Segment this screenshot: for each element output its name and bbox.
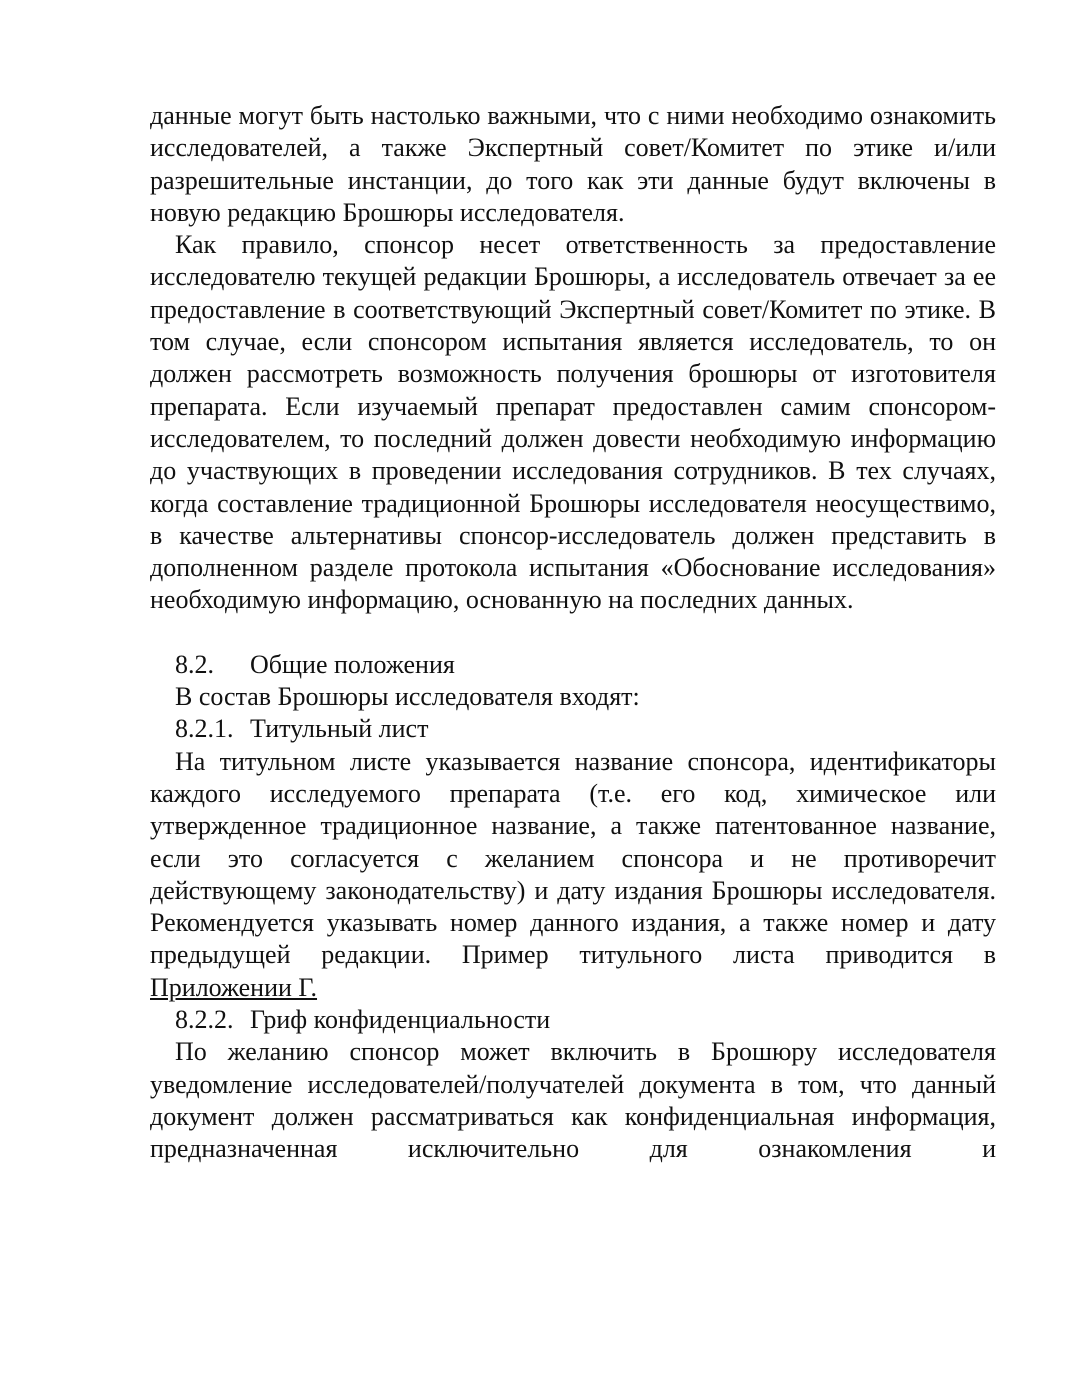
paragraph-title-page <box>150 746 996 1004</box>
paragraph-sponsor-responsibility: Как правило, спонсор несет ответственность за предоставление исследователю текущей редакции Брошюры, а исследователь отвечает за ее предоставление в соответствующий Экспертный совет/Комитет по этике. В том случае, если спонсором испытания является исследователь, то он должен рассмотреть возможность получения брошюры от изготовителя препарата. Если изучаемый препарат предоставлен самим спонсором-исследователем, то последний должен довести необходимую информацию до участвующих в проведении исследования сотрудников. В тех случаях, когда составление традиционной Брошюры исследователя неосуществимо, в качестве альтернативы спонсор-исследователь должен представить в дополненном разделе протокола испытания «Обоснование исследования» необходимую информацию, основанную на последних данных. <box>150 230 996 615</box>
section-number: 8.2.2. <box>175 1005 234 1035</box>
paragraph-text: На титульном листе указывается название спонсора, идентификаторы каждого исследуемого препарата (т.е. его код, химическое или утвержденное традиционное название, а также патентованное название, если это согласуется с желанием спонсора и не противоречит действующему законодательству) и дату издания Брошюры исследователя. Рекомендуется указывать номер данного издания, а также номер и дату предыдущей редакции. Пример титульного листа приводится в <box>150 746 996 970</box>
section-number: 8.2.1. <box>175 714 234 744</box>
section-number: 8.2. <box>175 649 214 679</box>
document-page <box>150 100 996 1166</box>
paragraph-confidentiality: По желанию спонсор может включить в Брошюру исследователя уведомление исследователей/получателей документа в том, что данный документ должен рассматриваться как конфиденциальная информация, предназначенная исключительно для ознакомления и <box>150 1037 996 1164</box>
section-heading-8-2-1 <box>150 713 996 745</box>
section-title: Титульный лист <box>250 714 429 744</box>
paragraph-gap <box>150 617 996 649</box>
section-intro: В состав Брошюры исследователя входят: <box>175 682 640 712</box>
section-title: Гриф конфиденциальности <box>250 1005 551 1035</box>
appendix-link[interactable]: Приложении Г. <box>150 972 318 1002</box>
section-heading-8-2 <box>150 649 996 681</box>
section-title: Общие положения <box>250 649 455 679</box>
paragraph-continuation: данные могут быть настолько важными, что с ними необходимо ознакомить исследователей, а также Экспертный совет/Комитет по этике и/или разрешительные инстанции, до того как эти данные будут включены в новую редакцию Брошюры исследователя. <box>150 101 996 227</box>
section-heading-8-2-2 <box>150 1004 996 1036</box>
